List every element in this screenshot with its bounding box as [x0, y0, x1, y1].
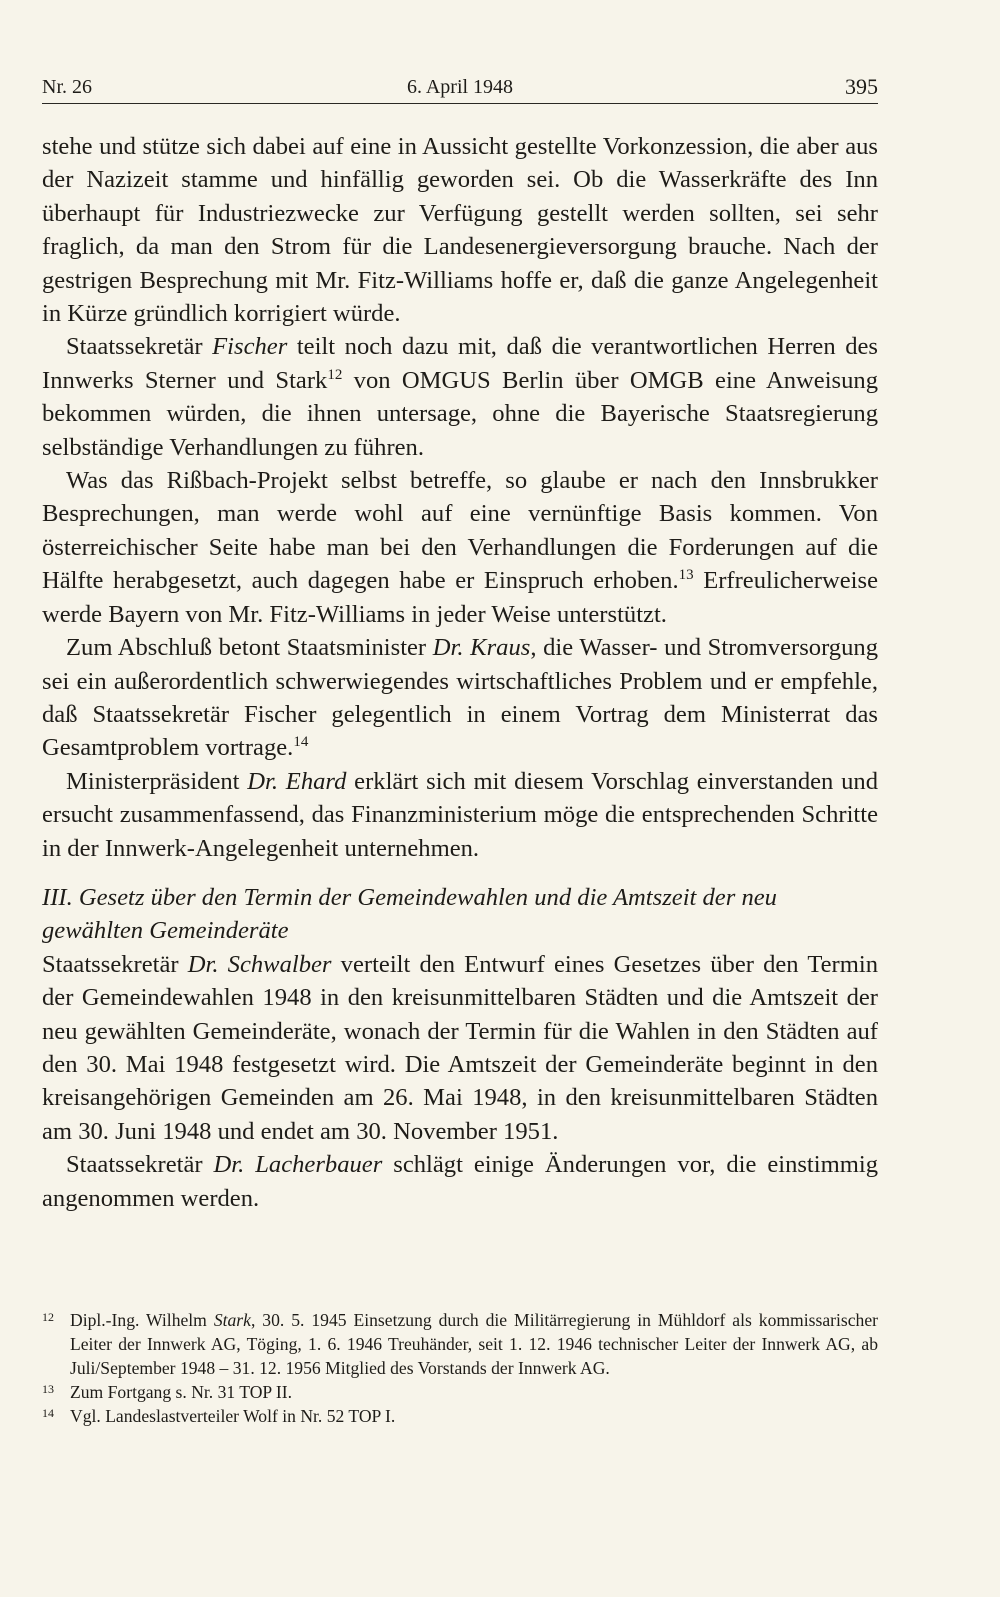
footnote-number: 13: [42, 1382, 54, 1396]
footnote-number: 12: [42, 1310, 54, 1324]
section-heading: III. Gesetz über den Termin der Gemeindewahlen und die Amtszeit der neu gewählten Gemeinderäte: [42, 883, 777, 945]
speaker-name: Fischer: [212, 333, 288, 361]
document-date: 6. April 1948: [406, 76, 514, 98]
main-text: [42, 130, 878, 1215]
page-header: [42, 70, 878, 100]
paragraph-3: Was das Rißbach-Projekt selbst betreffe, so glaube er nach den Innsbrukker Besprechungen, man werde wohl auf eine vernünftige Basis kommen. Von österreichischer Seite habe man bei den Verhandlungen die Forderungen auf die Hälfte herabgesetzt, auch dagegen habe er Einspruch erhoben.$^{13}$ Erfreulicherweise werde Bayern von Mr. Fitz-Williams in jeder Weise unterstützt.: [42, 467, 878, 628]
footnote-13: 13 Zum Fortgang s. Nr. 31 TOP II.: [42, 1380, 878, 1404]
paragraph-7: Staatssekretär Dr. Lacherbauer schlägt einige Änderungen vor, die einstimmig angenommen werden.: [42, 1151, 878, 1212]
speaker-name: Dr. Lacherbauer: [213, 1151, 383, 1179]
paragraph-6: Staatssekretär Dr. Schwalber verteilt den Entwurf eines Gesetzes über den Termin der Gemeindewahlen 1948 in den kreisunmittelbaren Städten und die Amtszeit der neu gewählten Gemeinderäte, wonach der Termin für die Wahlen in den Städten auf den 30. Mai 1948 festgesetzt wird. Die Amtszeit der Gemeinderäte beginnt in den kreisangehörigen Gemeinden am 26. Mai 1948, in den kreisunmittelbaren Städten am 30. Juni 1948 und endet am 30. November 1951.: [42, 950, 878, 1145]
header-rule: [42, 103, 878, 104]
footnote-ref: 14: [293, 734, 309, 751]
speaker-name: Dr. Schwalber: [187, 950, 332, 978]
footnote-number: 14: [42, 1406, 54, 1420]
document-number: Nr. 26: [42, 76, 92, 98]
speaker-name: Dr. Ehard: [247, 767, 347, 795]
speaker-name: Dr. Kraus: [432, 634, 531, 662]
footnote-ref: 13: [678, 567, 694, 584]
footnote-ref: 12: [327, 366, 343, 383]
footnotes: [42, 1308, 878, 1428]
paragraph-2: Staatssekretär Fischer teilt noch dazu mit, daß die verantwortlichen Herren des Innwerks Sterner und Stark$^{12}$ von OMGUS Berlin über OMGB eine Anweisung bekommen würden, die ihnen untersage, ohne die Bayerische Staatsregierung selbständige Verhandlungen zu führen.: [42, 333, 878, 461]
footnote-14: 14 Vgl. Landeslastverteiler Wolf in Nr. 52 TOP I.: [42, 1404, 878, 1428]
paragraph-1: stehe und stütze sich dabei auf eine in Aussicht gestellte Vorkonzession, die aber aus der Nazizeit stamme und hinfällig geworden sei. Ob die Wasserkräfte des Inn überhaupt für Industriezwecke zur Verfügung gestellt werden sollten, sei sehr fraglich, da man den Strom für die Landesenergieversorgung brauche. Nach der gestrigen Besprechung mit Mr. Fitz-Williams hoffe er, daß die ganze Angelegenheit in Kürze gründlich korrigiert würde.: [42, 133, 878, 328]
paragraph-4: Zum Abschluß betont Staatsminister Dr. Kraus, die Wasser- und Stromversorgung sei ein außerordentlich schwerwiegendes wirtschaftliches Problem und er empfehle, daß Staatssekretär Fischer gelegentlich in einem Vortrag dem Ministerrat das Gesamtproblem vortrage.$^{14}$: [42, 634, 878, 762]
footnote-12: 12 Dipl.-Ing. Wilhelm Stark, 30. 5. 1945 Einsetzung durch die Militärregierung in Mühldorf als kommissarischer Leiter der Innwerk AG, Töging, 1. 6. 1946 Treuhänder, seit 1. 12. 1946 technischer Leiter der Innwerk AG, ab Juli/September 1948 – 31. 12. 1956 Mitglied des Vorstands der Innwerk AG.: [42, 1308, 878, 1380]
page-number: 395: [845, 74, 878, 99]
paragraph-5: Ministerpräsident Dr. Ehard erklärt sich mit diesem Vorschlag einverstanden und ersucht zusammenfassend, das Finanzministerium möge die entsprechenden Schritte in der Innwerk-Angelegenheit unternehmen.: [42, 767, 879, 862]
